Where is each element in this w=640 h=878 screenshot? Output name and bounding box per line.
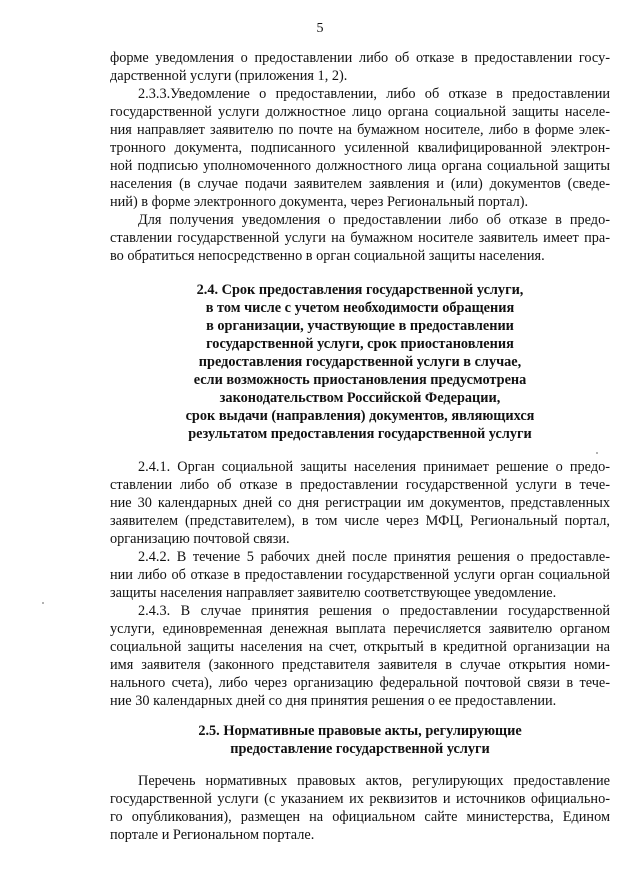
paragraph-line: ставлении государственной услуги на бумажном носителе заявитель имеет пра-: [110, 230, 610, 246]
section-heading-line: в организации, участвующие в предоставлении: [206, 318, 514, 334]
paragraph-line: услуги, единовременная денежная выплата перечисляется заявителю органом: [110, 621, 610, 637]
paragraph-line: ние 30 календарных дней со дня регистрации им документов, представленных: [110, 495, 610, 511]
paragraph-line: социальной защиты населения на счет, открытый в кредитной организации на: [110, 639, 610, 655]
section-heading-line: государственной услуги, срок приостановления: [206, 336, 514, 352]
paragraph-line: имя заявителя (законного представителя заявителя в случае открытия номи-: [110, 657, 610, 673]
paragraph-line: Для получения уведомления о предоставлении либо об отказе в предо-: [138, 212, 610, 228]
paragraph-line: ния направляет заявителю по почте на бумажном носителе, либо в форме элек-: [110, 122, 610, 138]
section-heading-line: предоставления государственной услуги в случае,: [198, 354, 522, 370]
scan-speck: [596, 452, 598, 454]
paragraph-line: Перечень нормативных правовых актов, регулирующих предоставление: [138, 773, 610, 789]
paragraph-line: портале и Региональном портале.: [110, 827, 315, 843]
paragraph-line: ний) в форме электронного документа, через Региональный портал).: [110, 194, 529, 210]
paragraph-line: 2.4.2. В течение 5 рабочих дней после принятия решения о предоставле-: [138, 549, 610, 565]
section-heading-line: предоставление государственной услуги: [230, 741, 490, 757]
page-number: 5: [316, 21, 324, 36]
paragraph-line: тронного документа, подписанного усиленной квалифицированной электрон-: [110, 140, 610, 156]
paragraph-line: ставлении либо об отказе в предоставлении государственной услуги в тече-: [110, 477, 610, 493]
paragraph-line: ние 30 календарных дней со дня принятия решения о ее предоставлении.: [110, 693, 557, 709]
paragraph-line: населения (в случае подачи заявителем заявления и (или) документов (сведе-: [110, 176, 610, 192]
paragraph-line: организацию почтовой связи.: [110, 531, 290, 547]
section-heading-line: законодательством Российской Федерации,: [219, 390, 501, 406]
section-heading-line: если возможность приостановления предусмотрена: [193, 372, 527, 388]
section-heading-line: 2.4. Срок предоставления государственной услуги,: [196, 282, 524, 298]
paragraph-line: 2.4.1. Орган социальной защиты населения принимает решение о предо-: [138, 459, 610, 475]
section-heading-line: 2.5. Нормативные правовые акты, регулирующие: [198, 723, 522, 739]
paragraph-line: государственной услуги (с указанием их реквизитов и источников официально-: [110, 791, 610, 807]
paragraph-line: форме уведомления о предоставлении либо об отказе в предоставлении госу-: [110, 50, 610, 66]
paragraph-line: дарственной услуги (приложения 1, 2).: [110, 68, 348, 84]
section-heading-line: срок выдачи (направления) документов, являющихся: [185, 408, 535, 424]
paragraph-line: 2.3.3.Уведомление о предоставлении, либо об отказе в предоставлении: [138, 86, 610, 102]
paragraph-line: 2.4.3. В случае принятия решения о предоставлении государственной: [138, 603, 610, 619]
section-heading-line: результатом предоставления государственной услуги: [188, 426, 532, 442]
paragraph-line: государственной услуги должностное лицо органа социальной защиты населе-: [110, 104, 610, 120]
paragraph-line: защиты населения направляет заявителю соответствующее уведомление.: [110, 585, 557, 601]
scan-speck: [42, 602, 44, 604]
paragraph-line: нального счета), либо через организацию федеральной почтовой связи в тече-: [110, 675, 610, 691]
paragraph-line: заявителем (представителем), в том числе через МФЦ, Региональный портал,: [110, 513, 610, 529]
paragraph-line: во обратиться непосредственно в орган социальной защиты населения.: [110, 248, 545, 264]
section-heading-line: в том числе с учетом необходимости обращения: [205, 300, 515, 316]
paragraph-line: го опубликования), размещен на официальном сайте министерства, Едином: [110, 809, 610, 825]
paragraph-line: ной подписью уполномоченного должностного лица органа социальной защиты: [110, 158, 610, 174]
paragraph-line: нии либо об отказе в предоставлении государственной услуги орган социальной: [110, 567, 610, 583]
